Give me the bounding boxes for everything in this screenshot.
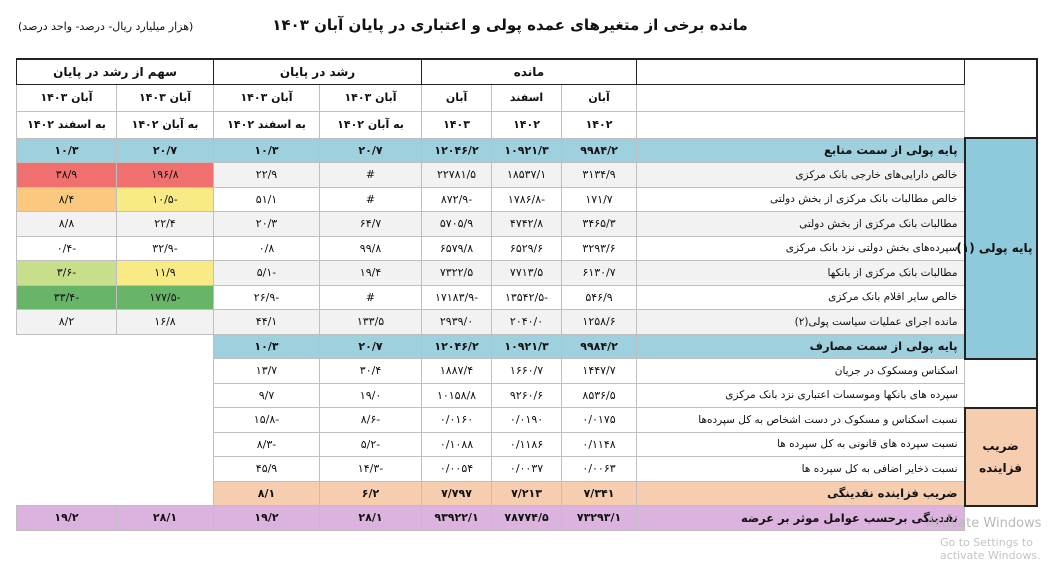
row-label: سپرده‌های بخش دولتی نزد بانک مرکزی — [637, 236, 965, 261]
cell-value: ۷۷۱۳/۵ — [492, 261, 562, 286]
cell-value: -۱۳۵۴۲/۵ — [492, 285, 562, 310]
cell-value: -۸۷۲/۹ — [422, 187, 492, 212]
cell-value: ۴۴/۱ — [214, 310, 320, 335]
cell-value: ۷۳۲۲/۵ — [422, 261, 492, 286]
cell-value: ۹۳۹۲۲/۱ — [422, 506, 492, 531]
cell-value: ۰/۰۱۶۰ — [422, 408, 492, 433]
cell-value: ۰/۰۰۵۴ — [422, 457, 492, 482]
cell-value: ۲۰/۷ — [320, 138, 422, 163]
cell-value: ۹/۷ — [214, 383, 320, 408]
cell-value: ۱۰۱۵۸/۸ — [422, 383, 492, 408]
col-head: ۱۴۰۳ — [422, 111, 492, 138]
row-label: مطالبات بانک مرکزی از بانکها — [637, 261, 965, 286]
table-row — [17, 310, 1037, 335]
col-head: ۱۴۰۲ — [562, 111, 637, 138]
table-row — [17, 261, 1037, 286]
cell-value: -۵/۲ — [320, 432, 422, 457]
col-head: آبان — [422, 84, 492, 111]
row-label: خالص مطالبات بانک مرکزی از بخش دولتی — [637, 187, 965, 212]
table-row — [17, 285, 1037, 310]
activate-windows-watermark: Activate Windows — [926, 516, 1042, 531]
cell-value: ۱۶/۸ — [117, 310, 214, 335]
cell-value: ۰/۸ — [214, 236, 320, 261]
row-label: خالص سایر اقلام بانک مرکزی — [637, 285, 965, 310]
cell-value: ۹۹/۸ — [320, 236, 422, 261]
cell-value: # — [320, 163, 422, 188]
col-head: آبان — [562, 84, 637, 111]
col-head: آبان ۱۴۰۳ — [320, 84, 422, 111]
row-label: سپرده های بانکها وموسسات اعتباری نزد بانک مرکزی — [637, 383, 965, 408]
cell-value: -۱۵/۸ — [214, 408, 320, 433]
cell-value: ۵۷۰۵/۹ — [422, 212, 492, 237]
cell-value: ۲۹۳۹/۰ — [422, 310, 492, 335]
row-label: نسبت اسکناس و مسکوک در دست اشخاص به کل سپرده‌ها — [637, 408, 965, 433]
cell-value: ۹۲۶۰/۶ — [492, 383, 562, 408]
table-row — [17, 334, 1037, 359]
cell-value: ۶۱۳۰/۷ — [562, 261, 637, 286]
cell-value: ۱۹/۴ — [320, 261, 422, 286]
header-share: سهم از رشد در پایان — [17, 59, 214, 84]
cell-value: ۱۹/۲ — [17, 506, 117, 531]
cell-value: ۰/۱۱۸۶ — [492, 432, 562, 457]
cell-value: -۱۰/۵ — [117, 187, 214, 212]
cell-value: ۷۸۷۷۴/۵ — [492, 506, 562, 531]
col-head: آبان ۱۴۰۳ — [214, 84, 320, 111]
cell-value: ۸/۲ — [17, 310, 117, 335]
col-head: آبان ۱۴۰۳ — [17, 84, 117, 111]
col-head: به اسفند ۱۴۰۲ — [214, 111, 320, 138]
col-head: به آبان ۱۴۰۲ — [320, 111, 422, 138]
cell-value: ۱۸۵۳۷/۱ — [492, 163, 562, 188]
group-label-multiplier: ضریب فزاینده — [965, 408, 1037, 506]
cell-value: ۸/۸ — [17, 212, 117, 237]
cell-value: ۳۰/۴ — [320, 359, 422, 384]
cell-value: ۱۲۰۴۶/۲ — [422, 138, 492, 163]
cell-value: ۰/۱۱۴۸ — [562, 432, 637, 457]
cell-value: ۷/۷۹۷ — [422, 481, 492, 506]
cell-value: ۰/۰۱۹۰ — [492, 408, 562, 433]
row-label: پایه پولی از سمت مصارف — [637, 334, 965, 359]
cell-value: ۲۸/۱ — [320, 506, 422, 531]
col-head: به آبان ۱۴۰۲ — [117, 111, 214, 138]
cell-value: ۲۲/۹ — [214, 163, 320, 188]
header-balance: مانده — [422, 59, 637, 84]
cell-value: ۱۷۱/۷ — [562, 187, 637, 212]
cell-value: -۳۲/۹ — [117, 236, 214, 261]
cell-value: ۱۰/۳ — [214, 138, 320, 163]
cell-value: ۸/۴ — [17, 187, 117, 212]
cell-value: ۲۰۴۰/۰ — [492, 310, 562, 335]
cell-value: ۳۲۹۳/۶ — [562, 236, 637, 261]
cell-value: ۴۵/۹ — [214, 457, 320, 482]
cell-value: ۵۴۶/۹ — [562, 285, 637, 310]
cell-value: ۸/۱ — [214, 481, 320, 506]
page-title: مانده برخی از متغیرهای عمده پولی و اعتباری در پایان آبان ۱۴۰۳ — [272, 16, 748, 34]
cell-value: ۷۳۲۹۳/۱ — [562, 506, 637, 531]
row-label: خالص دارایی‌های خارجی بانک مرکزی — [637, 163, 965, 188]
row-label: مانده اجرای عملیات سیاست پولی(۲) — [637, 310, 965, 335]
header-growth: رشد در پایان — [214, 59, 422, 84]
cell-value: ۳۴۶۵/۳ — [562, 212, 637, 237]
row-label: نسبت سپرده های قانونی به کل سپرده ها — [637, 432, 965, 457]
col-head: به اسفند ۱۴۰۲ — [17, 111, 117, 138]
cell-value: ۳۱۳۴/۹ — [562, 163, 637, 188]
col-head: اسفند — [492, 84, 562, 111]
cell-value: -۳۳/۴ — [17, 285, 117, 310]
cell-value: ۱۶۶۰/۷ — [492, 359, 562, 384]
cell-value: -۸/۶ — [320, 408, 422, 433]
cell-value: ۰/۰۰۶۳ — [562, 457, 637, 482]
header-row-groups — [17, 59, 1037, 84]
col-head: ۱۴۰۲ — [492, 111, 562, 138]
table-row — [17, 212, 1037, 237]
cell-value: ۱۰۹۲۱/۳ — [492, 138, 562, 163]
table-row — [17, 481, 1037, 506]
cell-value: ۰/۰۱۷۵ — [562, 408, 637, 433]
cell-value: -۲۶/۹ — [214, 285, 320, 310]
row-label: اسکناس ومسکوک در جریان — [637, 359, 965, 384]
cell-value: -۱۴/۳ — [320, 457, 422, 482]
row-label: نسبت ذخایر اضافی به کل سپرده ها — [637, 457, 965, 482]
units-note: (هزار میلیارد ریال- درصد- واحد درصد) — [18, 20, 194, 33]
col-head: آبان ۱۴۰۳ — [117, 84, 214, 111]
activate-windows-subtext: Go to Settings to activate Windows. — [940, 536, 1041, 562]
cell-value: ۲۲۷۸۱/۵ — [422, 163, 492, 188]
cell-value: ۲۰/۷ — [117, 138, 214, 163]
cell-value: ۱۹/۲ — [214, 506, 320, 531]
cell-value: ۱۲۰۴۶/۲ — [422, 334, 492, 359]
row-label: مطالبات بانک مرکزی از بخش دولتی — [637, 212, 965, 237]
cell-value: ۲۲/۴ — [117, 212, 214, 237]
cell-value: ۰/۱۰۸۸ — [422, 432, 492, 457]
cell-value: ۷/۳۴۱ — [562, 481, 637, 506]
cell-value: ۴۷۴۲/۸ — [492, 212, 562, 237]
header-row-years — [17, 111, 1037, 138]
cell-value: -۳/۶ — [17, 261, 117, 286]
cell-value: ۱۳۳/۵ — [320, 310, 422, 335]
monetary-table — [16, 58, 1038, 531]
table-row — [17, 138, 1037, 163]
cell-value: ۶/۲ — [320, 481, 422, 506]
cell-value: ۱۹/۰ — [320, 383, 422, 408]
cell-value: -۱۷۷/۵ — [117, 285, 214, 310]
cell-value: -۰/۴ — [17, 236, 117, 261]
cell-value: -۱۷۸۶/۸ — [492, 187, 562, 212]
cell-value: -۱۷۱۸۳/۹ — [422, 285, 492, 310]
cell-value: ۹۹۸۴/۲ — [562, 138, 637, 163]
cell-value: ۲۰/۳ — [214, 212, 320, 237]
cell-value: ۱۸۸۷/۴ — [422, 359, 492, 384]
cell-value: ۶۵۲۹/۶ — [492, 236, 562, 261]
group-label-monetary-base: پایه پولی (۱) — [965, 138, 1037, 359]
cell-value: ۸۵۳۶/۵ — [562, 383, 637, 408]
cell-value: ۱۰۹۲۱/۳ — [492, 334, 562, 359]
cell-value: ۱۴۴۷/۷ — [562, 359, 637, 384]
table-row — [17, 163, 1037, 188]
cell-value: # — [320, 285, 422, 310]
cell-value: ۲۸/۱ — [117, 506, 214, 531]
cell-value: ۱۲۵۸/۶ — [562, 310, 637, 335]
cell-value: ۰/۰۰۳۷ — [492, 457, 562, 482]
row-label: ضریب فزاینده نقدینگی — [637, 481, 965, 506]
table-row — [17, 506, 1037, 531]
cell-value: ۵۱/۱ — [214, 187, 320, 212]
header-row-periods — [17, 84, 1037, 111]
cell-value: # — [320, 187, 422, 212]
cell-value: ۷/۲۱۳ — [492, 481, 562, 506]
cell-value: -۵/۱ — [214, 261, 320, 286]
cell-value: ۹۹۸۴/۲ — [562, 334, 637, 359]
table-row — [17, 187, 1037, 212]
table-row — [17, 236, 1037, 261]
cell-value: ۱۹۶/۸ — [117, 163, 214, 188]
cell-value: ۶۴/۷ — [320, 212, 422, 237]
cell-value: ۱۳/۷ — [214, 359, 320, 384]
cell-value: -۸/۳ — [214, 432, 320, 457]
cell-value: ۳۸/۹ — [17, 163, 117, 188]
row-label: نقدینگی برحسب عوامل موثر بر عرضه — [637, 506, 965, 531]
row-label: پایه پولی از سمت منابع — [637, 138, 965, 163]
cell-value: ۶۵۷۹/۸ — [422, 236, 492, 261]
cell-value: ۲۰/۷ — [320, 334, 422, 359]
cell-value: ۱۰/۳ — [17, 138, 117, 163]
cell-value: ۱۱/۹ — [117, 261, 214, 286]
cell-value: ۱۰/۳ — [214, 334, 320, 359]
